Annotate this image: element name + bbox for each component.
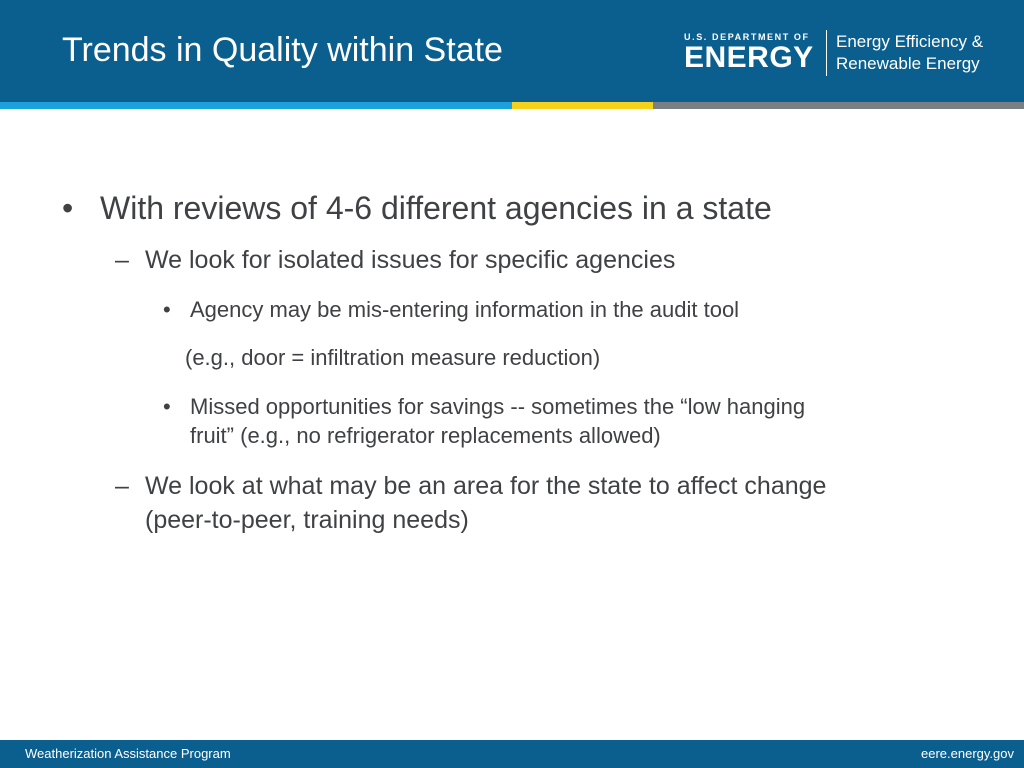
sub-item-1: Agency may be mis-entering information in the audit tool [190,297,740,322]
logo-energy-wordmark: ENERGY [684,41,814,74]
sub-point-2-line-1: We look at what may be an area for the state to affect change [145,472,827,500]
logo-office-line2: Renewable Energy [836,54,980,73]
sub-item-2-line-2: fruit” (e.g., no refrigerator replacements allowed) [190,423,661,448]
sub-point-2-line-2: (peer-to-peer, training needs) [145,506,469,534]
sub-item-2-line-1: Missed opportunities for savings -- sometimes the “low hanging [190,394,806,419]
footer-website: eere.energy.gov [921,746,1014,761]
bullet-marker: • [62,190,74,226]
footer-program-name: Weatherization Assistance Program [25,746,231,761]
dash-marker: – [115,246,129,274]
sub-point-1: We look for isolated issues for specific agencies [145,246,676,274]
logo-department-text: U.S. DEPARTMENT OF [684,32,810,42]
slide-title: Trends in Quality within State [62,31,503,69]
bullet-marker: • [163,297,171,322]
bullet-point-1: With reviews of 4-6 different agencies in a state [100,190,772,226]
dash-marker: – [115,472,129,500]
sub-item-1-note: (e.g., door = infiltration measure reduction) [185,345,601,370]
logo-office-line1: Energy Efficiency & [836,32,984,51]
slide-footer [0,740,1024,768]
bullet-marker: • [163,394,171,419]
